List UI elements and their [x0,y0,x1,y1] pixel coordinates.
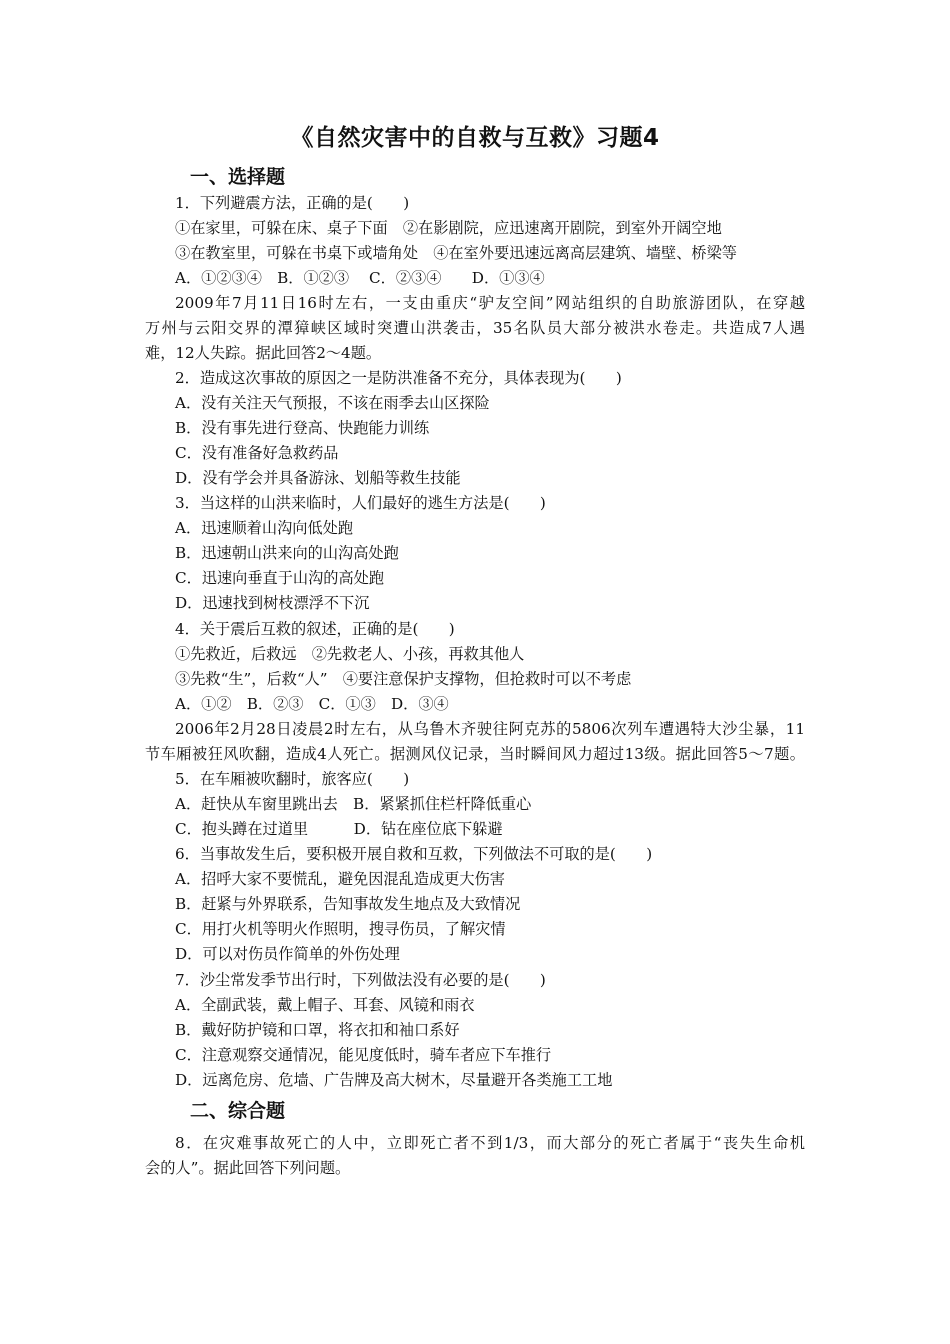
page-title: 《自然灾害中的自救与互救》习题4 [290,125,660,151]
passage-line: 2006年2月28日凌晨2时左右，从乌鲁木齐驶往阿克苏的5806次列车遭遇特大沙尘暴，11 [175,720,805,738]
question-8-line: 会的人”。据此回答下列问题。 [145,1159,351,1177]
question-7-option: A．全副武装，戴上帽子、耳套、风镜和雨衣 [175,996,475,1014]
question-2-option: D．没有学会并具备游泳、划船等救生技能 [175,469,461,487]
question-4-choices: A．①② B．②③ C．①③ D．③④ [175,695,449,713]
question-7-option: C．注意观察交通情况，能见度低时，骑车者应下车推行 [175,1046,552,1064]
question-4-option: ③先救“生”，后救“人” ④要注意保护支撑物，但抢救时可以不考虑 [175,670,632,688]
question-5-option: A．赶快从车窗里跳出去 B．紧紧抓住栏杆降低重心 [175,795,532,813]
question-2-option: C．没有准备好急救药品 [175,444,339,462]
section-heading-comprehensive: 二、综合题 [190,1100,286,1122]
question-8: 8．在灾难事故死亡的人中，立即死亡者不到1/3，而大部分的死亡者属于“丧失生命机 [175,1134,805,1152]
question-3-option: A．迅速顺着山沟向低处跑 [175,519,354,537]
question-4-option: ①先救近，后救远 ②先救老人、小孩，再救其他人 [175,645,525,663]
passage-line: 2009年7月11日16时左右，一支由重庆“驴友空间”网站组织的自助旅游团队，在穿越 [175,294,805,312]
question-6: 6．当事故发生后，要积极开展自救和互救，下列做法不可取的是( ) [175,845,653,863]
question-6-option: D．可以对伤员作简单的外伤处理 [175,945,400,963]
passage-line: 节车厢被狂风吹翻，造成4人死亡。据测风仪记录，当时瞬间风力超过13级。据此回答5～7题。 [145,745,805,763]
question-2-option: A．没有关注天气预报，不该在雨季去山区探险 [175,394,490,412]
question-7: 7．沙尘常发季节出行时，下列做法没有必要的是( ) [175,971,546,989]
question-3-option: B．迅速朝山洪来向的山沟高处跑 [175,544,399,562]
question-1-choices: A．①②③④ B．①②③ C．②③④ D．①③④ [175,269,545,287]
question-5-option: C．抱头蹲在过道里 D．钻在座位底下躲避 [175,820,503,838]
question-1-option: ③在教室里，可躲在书桌下或墙角处 ④在室外要迅速远离高层建筑、墙壁、桥梁等 [175,244,737,262]
question-1: 1．下列避震方法，正确的是( ) [175,194,410,212]
question-5: 5．在车厢被吹翻时，旅客应( ) [175,770,410,788]
passage-line: 万州与云阳交界的潭獐峡区域时突遭山洪袭击，35名队员大部分被洪水卷走。共造成7人遇 [145,319,805,337]
question-3: 3．当这样的山洪来临时，人们最好的逃生方法是( ) [175,494,546,512]
question-7-option: D．远离危房、危墙、广告牌及高大树木，尽量避开各类施工工地 [175,1071,613,1089]
question-4: 4．关于震后互救的叙述，正确的是( ) [175,620,455,638]
question-7-option: B．戴好防护镜和口罩，将衣扣和袖口系好 [175,1021,460,1039]
question-3-option: C．迅速向垂直于山沟的高处跑 [175,569,385,587]
question-2-option: B．没有事先进行登高、快跑能力训练 [175,419,430,437]
question-2: 2．造成这次事故的原因之一是防洪准备不充分，具体表现为( ) [175,369,622,387]
section-heading-choice: 一、选择题 [190,166,286,188]
passage-line: 难，12人失踪。据此回答2～4题。 [145,344,382,362]
question-6-option: A．招呼大家不要慌乱，避免因混乱造成更大伤害 [175,870,505,888]
question-1-option: ①在家里，可躲在床、桌子下面 ②在影剧院，应迅速离开剧院，到室外开阔空地 [175,219,722,237]
question-6-option: C．用打火机等明火作照明，搜寻伤员，了解灾情 [175,920,506,938]
question-6-option: B．赶紧与外界联系，告知事故发生地点及大致情况 [175,895,521,913]
question-3-option: D．迅速找到树枝漂浮不下沉 [175,594,370,612]
